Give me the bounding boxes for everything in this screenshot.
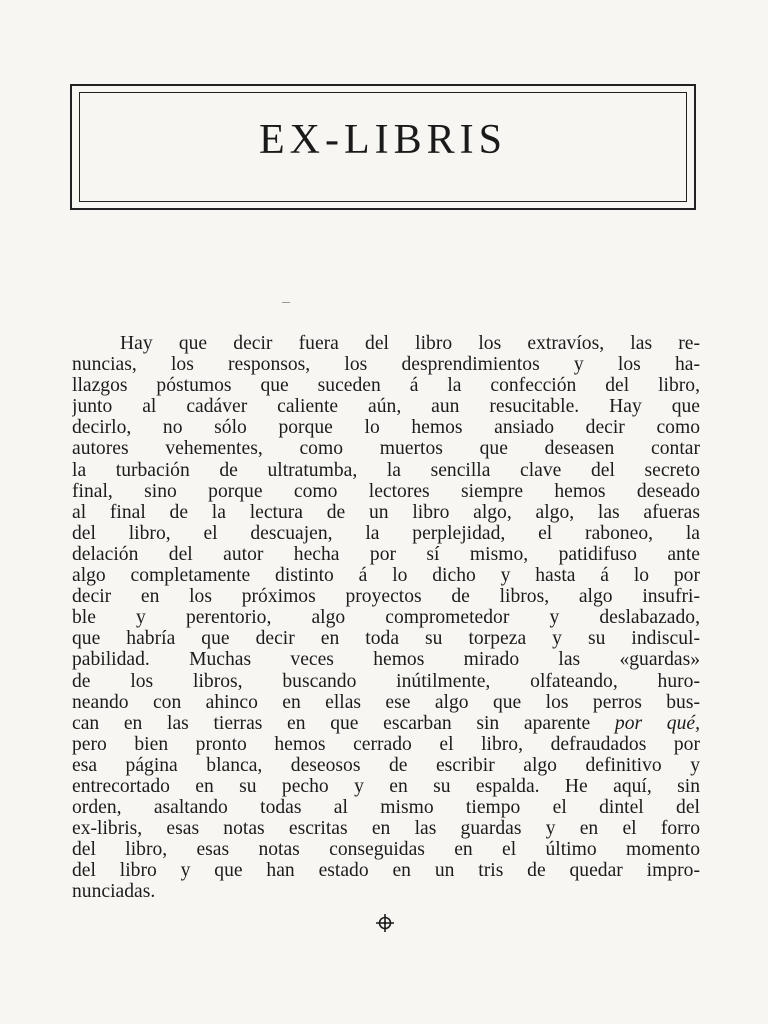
text-line-segment: can en las tierras en que escarban sin aparente bbox=[72, 712, 591, 734]
text-line: entrecortado en su pecho y en su espalda. He aquí, sin bbox=[72, 775, 700, 797]
text-line: nunciadas. bbox=[72, 881, 156, 903]
body-paragraph bbox=[72, 333, 700, 903]
text-line: autores vehementes, como muertos que deseasen contar bbox=[72, 438, 700, 460]
text-line: Hay que decir fuera del libro los extravíos, las re- bbox=[120, 333, 700, 354]
text-line: neando con ahinco en ellas ese algo que los perros bus- bbox=[72, 691, 700, 713]
text-line: que habría que decir en toda su torpeza y su indiscul- bbox=[72, 628, 700, 650]
text-line: orden, asaltando todas al mismo tiempo el dintel del bbox=[72, 797, 700, 819]
title-frame bbox=[70, 84, 696, 210]
text-line: decirlo, no sólo porque lo hemos ansiado decir como bbox=[72, 417, 700, 439]
text-line: final, sino porque como lectores siempre hemos deseado bbox=[72, 480, 700, 502]
text-line: llazgos póstumos que suceden á la confección del libro, bbox=[72, 375, 700, 397]
text-line: ble y perentorio, algo comprometedor y deslabazado, bbox=[72, 607, 700, 629]
italic-phrase: por qué, bbox=[614, 712, 700, 734]
printer-mark bbox=[282, 302, 290, 303]
text-line: del libro, esas notas conseguidas en el último momento bbox=[72, 839, 700, 861]
text-line: ex-libris, esas notas escritas en las guardas y en el forro bbox=[72, 818, 700, 840]
text-line: pabilidad. Muchas veces hemos mirado las «guardas» bbox=[72, 649, 700, 671]
text-line: del libro y que han estado en un tris de quedar impro- bbox=[72, 860, 700, 882]
text-line: del libro, el descuajen, la perplejidad, el raboneo, la bbox=[72, 522, 700, 544]
text-line: nuncias, los responsos, los desprendimientos y los ha- bbox=[72, 354, 700, 376]
page-title: EX-LIBRIS bbox=[259, 117, 507, 163]
text-line: delación del autor hecha por sí mismo, patidifuso ante bbox=[72, 543, 700, 565]
text-line: al final de la lectura de un libro algo, algo, las afueras bbox=[72, 501, 700, 523]
text-line: de los libros, buscando inútilmente, olfateando, huro- bbox=[72, 670, 700, 692]
text-line: algo completamente distinto á lo dicho y hasta á lo por bbox=[72, 565, 700, 587]
text-line-with-italic bbox=[72, 713, 700, 734]
text-line: pero bien pronto hemos cerrado el libro, defraudados por bbox=[72, 733, 700, 755]
text-line: decir en los próximos proyectos de libros, algo insufri- bbox=[72, 586, 700, 608]
text-line: la turbación de ultratumba, la sencilla clave del secreto bbox=[72, 459, 700, 481]
fleuron-ornament-icon bbox=[374, 912, 396, 934]
text-line: esa página blanca, deseosos de escribir algo definitivo y bbox=[72, 754, 700, 776]
text-line: junto al cadáver caliente aún, aun resucitable. Hay que bbox=[72, 396, 700, 418]
